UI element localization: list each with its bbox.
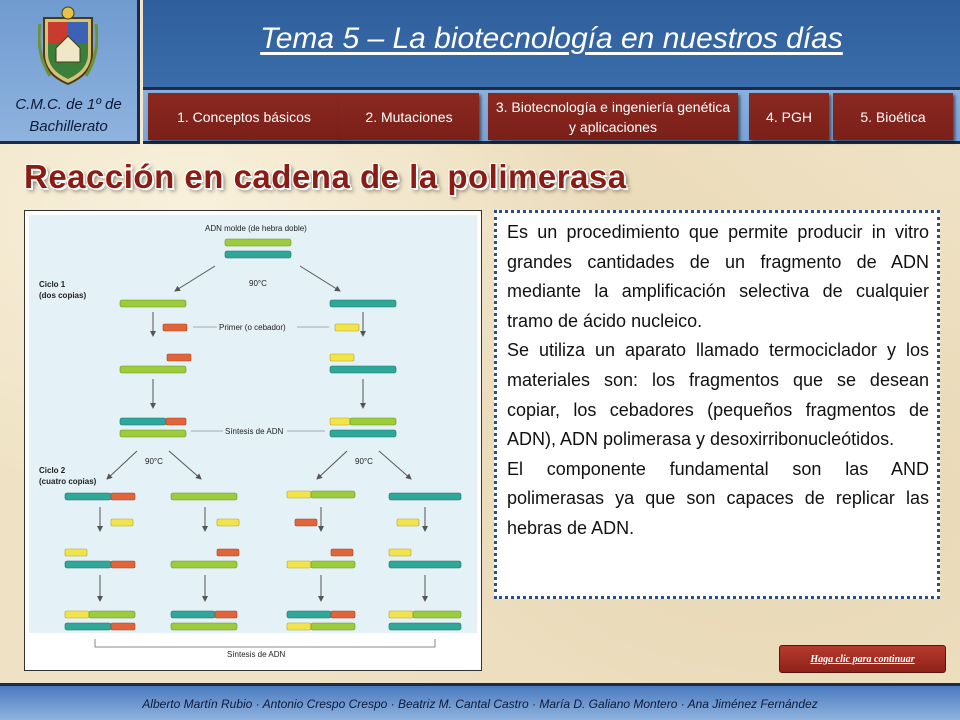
primer-red [217,549,239,556]
tab-conceptos-basicos[interactable]: 1. Conceptos básicos [148,93,340,140]
tab-mutaciones[interactable]: 2. Mutaciones [339,93,479,140]
strand-teal [120,418,166,425]
strand-green [350,418,396,425]
description-box [494,210,940,599]
strand-green [311,491,355,498]
primer-yellow [335,324,359,331]
strand-green [120,366,186,373]
primer-yellow [397,519,419,526]
primer-red [331,611,355,618]
footer-authors: Alberto Martín Rubio · Antonio Crespo Crespo · Beatriz M. Cantal Castro · María D. Galiano Montero · Ana Jiménez Fernández [142,697,818,711]
strand-teal [65,561,111,568]
primer-yellow [217,519,239,526]
strand-teal [171,611,215,618]
primer-red [111,561,135,568]
primer-red [111,623,135,630]
school-crest-icon [38,4,98,86]
continue-button[interactable]: Haga clic para continuar [779,645,946,673]
footer [0,686,960,720]
strand-teal [389,623,461,630]
pcr-diagram-svg [25,211,481,670]
nav-tabs [143,90,960,144]
template-strand-top [225,239,291,246]
diagram-panel [29,215,477,633]
primer-red [215,611,237,618]
strand-green [311,623,355,630]
primer-red [111,493,135,500]
strand-teal [389,561,461,568]
template-label: ADN molde (de hebra doble) [205,224,307,233]
strand-teal [330,430,396,437]
cycle1-sub-label: (dos copias) [39,291,87,300]
school-name: C.M.C. de 1º de Bachillerato [15,96,122,135]
school-logo-box [0,0,140,144]
primer-red [163,324,187,331]
primer-yellow [287,561,311,568]
strand-teal [389,493,461,500]
paragraph: Es un procedimiento que permite producir in vitro grandes cantidades de un fragmento de ADN mediante la amplificación selectiva de cualquier tramo de ácido nucleico. [507,222,929,331]
cycle2-label: Ciclo 2 [39,466,66,475]
temp-label: 90°C [355,457,373,466]
primer-red [331,549,353,556]
synthesis-bracket [95,639,435,647]
strand-green [171,623,237,630]
primer-label: Primer (o cebador) [219,323,286,332]
primer-yellow [111,519,133,526]
primer-yellow [287,623,311,630]
slide-heading: Reacción en cadena de la polimerasa [24,158,627,195]
primer-yellow [330,418,350,425]
strand-green [89,611,135,618]
strand-green [171,493,237,500]
synthesis-label: Síntesis de ADN [225,427,284,436]
primer-yellow [389,611,413,618]
strand-teal [330,300,396,307]
tab-biotecnologia[interactable]: 3. Biotecnología e ingeniería genética y aplicaciones [488,93,738,140]
primer-yellow [287,491,311,498]
cycle2-sub-label: (cuatro copias) [39,477,97,486]
strand-green [311,561,355,568]
tab-bioetica[interactable]: 5. Bioética [833,93,953,140]
strand-green [171,561,237,568]
paragraph: Se utiliza un aparato llamado termociclador y los materiales son: los fragmentos que se desean copiar, los cebadores (pequeños fragmentos de ADN), ADN polimerasa y desoxirribonucleótidos. [507,340,929,450]
page-title[interactable]: Tema 5 – La biotecnología en nuestros días [260,22,843,55]
strand-green [120,430,186,437]
primer-yellow [389,549,411,556]
strand-teal [65,623,111,630]
template-strand-bottom [225,251,291,258]
primer-yellow [330,354,354,361]
primer-yellow [65,549,87,556]
strand-teal [65,493,111,500]
synthesis-label: Síntesis de ADN [227,650,286,659]
title-bar [143,0,960,90]
strand-green [413,611,461,618]
cycle1-label: Ciclo 1 [39,280,66,289]
primer-red [167,354,191,361]
primer-yellow [65,611,89,618]
primer-red [295,519,317,526]
strand-green [120,300,186,307]
primer-red [166,418,186,425]
temp-label: 90°C [249,279,267,288]
pcr-diagram [24,210,482,671]
tab-pgh[interactable]: 4. PGH [749,93,829,140]
strand-teal [330,366,396,373]
temp-label: 90°C [145,457,163,466]
paragraph: El componente fundamental son las AND polimerasas ya que son capaces de replicar las hebras de ADN. [507,458,929,538]
strand-teal [287,611,331,618]
